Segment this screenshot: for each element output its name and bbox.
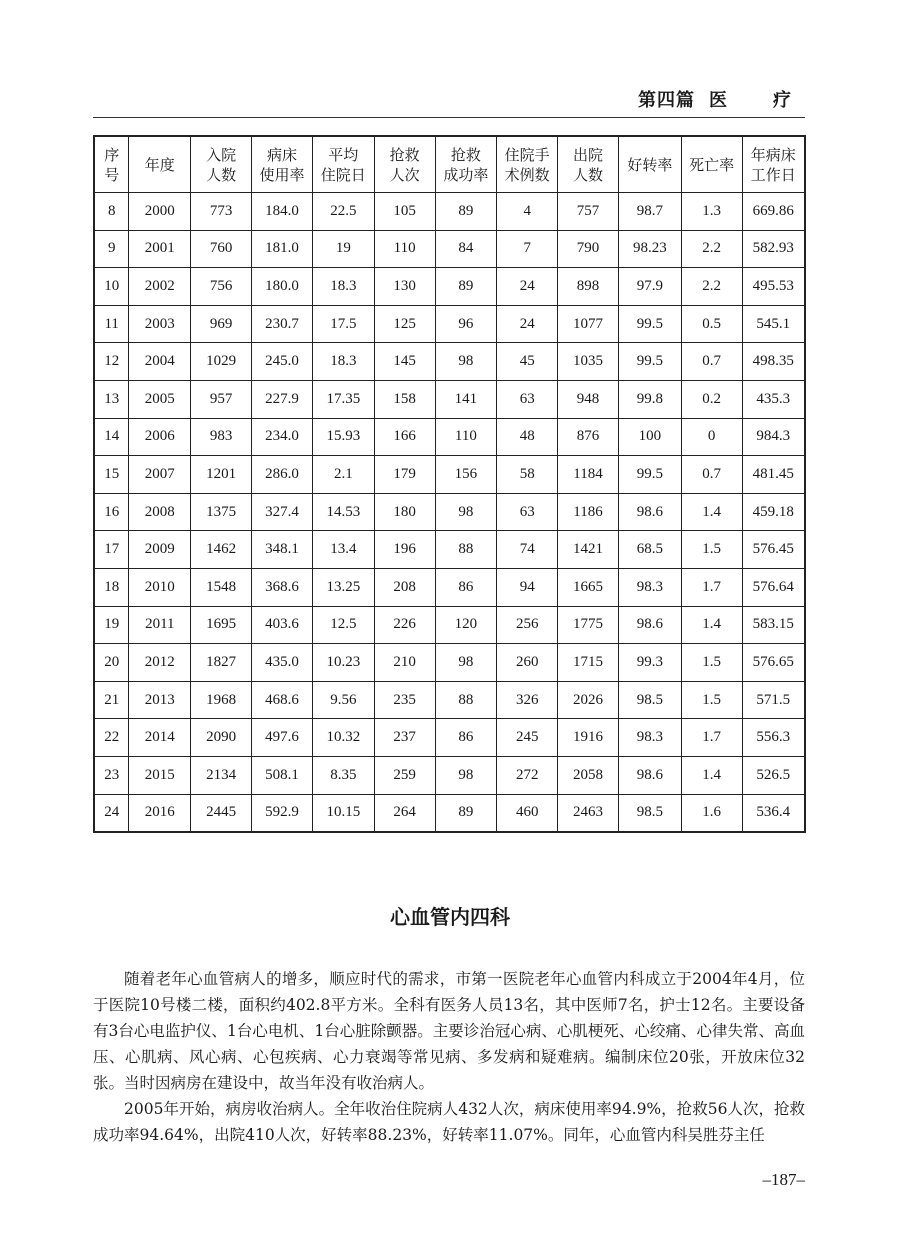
column-header [374, 136, 435, 193]
table-cell: 583.15 [742, 606, 805, 644]
table-cell: 2008 [129, 493, 191, 531]
table-cell: 327.4 [252, 493, 313, 531]
table-cell: 1.4 [681, 606, 742, 644]
table-row [94, 268, 805, 306]
table-cell: 2003 [129, 305, 191, 343]
table-cell: 234.0 [252, 418, 313, 456]
table-cell: 1035 [558, 343, 619, 381]
table-cell: 226 [374, 606, 435, 644]
table-cell: 760 [191, 230, 252, 268]
table-cell: 1.7 [681, 719, 742, 757]
table-cell: 86 [435, 719, 497, 757]
table-cell: 1665 [558, 568, 619, 606]
column-header-line: 工作日 [750, 165, 796, 184]
running-head-section: 医 疗 [709, 90, 805, 111]
table-cell: 19 [94, 606, 129, 644]
table-cell: 99.8 [618, 380, 681, 418]
table-cell: 227.9 [252, 380, 313, 418]
table-body [94, 193, 805, 833]
table-cell: 576.45 [742, 531, 805, 569]
table-cell: 4 [497, 193, 558, 231]
table-cell: 348.1 [252, 531, 313, 569]
table-cell: 89 [435, 268, 497, 306]
table-cell: 757 [558, 193, 619, 231]
column-header-line: 人次 [389, 165, 420, 184]
table-cell: 545.1 [742, 305, 805, 343]
table-cell: 94 [497, 568, 558, 606]
table-cell: 98.3 [618, 719, 681, 757]
table-cell: 2.2 [681, 230, 742, 268]
table-cell: 99.5 [618, 343, 681, 381]
table-cell: 99.5 [618, 456, 681, 494]
table-row [94, 493, 805, 531]
table-cell: 498.35 [742, 343, 805, 381]
table-row [94, 756, 805, 794]
table-cell: 181.0 [252, 230, 313, 268]
table-cell: 2012 [129, 644, 191, 682]
table-row [94, 794, 805, 832]
table-row [94, 456, 805, 494]
table-cell: 13.4 [312, 531, 374, 569]
table-cell: 898 [558, 268, 619, 306]
table-cell: 230.7 [252, 305, 313, 343]
table-cell: 1.5 [681, 531, 742, 569]
table-cell: 110 [435, 418, 497, 456]
table-cell: 495.53 [742, 268, 805, 306]
table-cell: 99.5 [618, 305, 681, 343]
table-cell: 669.86 [742, 193, 805, 231]
table-cell: 1715 [558, 644, 619, 682]
table-cell: 100 [618, 418, 681, 456]
column-header-line: 平均 [328, 145, 359, 164]
column-header-line: 抢救 [450, 145, 481, 164]
paragraph: 随着老年心血管病人的增多，顺应时代的需求，市第一医院老年心血管内科成立于2004年4月，位于医院10号楼二楼，面积约402.8平方米。全科有医务人员13名，其中医师7名，护士12名。主要设备有3台心电监护仪、1台心电机、1台心脏除颤器。主要诊治冠心病、心肌梗死、心绞痛、心律失常、高血压、心肌病、风心病、心包疾病、心力衰竭等常见病、多发病和疑难病。编制床位20张，开放床位32张。当时因病房在建设中，故当年没有收治病人。 [93, 970, 805, 1092]
table-cell: 210 [374, 644, 435, 682]
table-cell: 18.3 [312, 343, 374, 381]
table-cell: 20 [94, 644, 129, 682]
table-cell: 2.1 [312, 456, 374, 494]
table-cell: 8.35 [312, 756, 374, 794]
column-header [742, 136, 805, 193]
table-cell: 17.5 [312, 305, 374, 343]
table-cell: 8 [94, 193, 129, 231]
table-cell: 592.9 [252, 794, 313, 832]
table-cell: 10 [94, 268, 129, 306]
table-cell: 23 [94, 756, 129, 794]
table-cell: 2004 [129, 343, 191, 381]
table-cell: 984.3 [742, 418, 805, 456]
table-cell: 18.3 [312, 268, 374, 306]
table-cell: 98.6 [618, 606, 681, 644]
table-cell: 15 [94, 456, 129, 494]
table-cell: 556.3 [742, 719, 805, 757]
table-cell: 98.23 [618, 230, 681, 268]
table-cell: 145 [374, 343, 435, 381]
table-cell: 497.6 [252, 719, 313, 757]
table-cell: 0.7 [681, 343, 742, 381]
body-text [93, 966, 805, 1148]
table-row [94, 644, 805, 682]
table-cell: 756 [191, 268, 252, 306]
table-cell: 876 [558, 418, 619, 456]
table-cell: 98.6 [618, 756, 681, 794]
table-cell: 459.18 [742, 493, 805, 531]
table-cell: 98 [435, 644, 497, 682]
table-cell: 2058 [558, 756, 619, 794]
table-cell: 16 [94, 493, 129, 531]
table-cell: 1029 [191, 343, 252, 381]
table-cell: 88 [435, 531, 497, 569]
table-cell: 1968 [191, 681, 252, 719]
table-cell: 2.2 [681, 268, 742, 306]
table-cell: 2010 [129, 568, 191, 606]
table-cell: 1421 [558, 531, 619, 569]
table-cell: 237 [374, 719, 435, 757]
column-header-line: 入院 [206, 145, 237, 164]
table-cell: 105 [374, 193, 435, 231]
column-header-line: 成功率 [443, 165, 489, 184]
table-cell: 9 [94, 230, 129, 268]
table-cell: 264 [374, 794, 435, 832]
column-header-line: 出院 [572, 145, 603, 164]
table-cell: 526.5 [742, 756, 805, 794]
table-row [94, 681, 805, 719]
table-cell: 790 [558, 230, 619, 268]
table-cell: 1184 [558, 456, 619, 494]
table-cell: 11 [94, 305, 129, 343]
table-row [94, 230, 805, 268]
column-header-line: 抢救 [389, 145, 420, 164]
column-header-line: 使用率 [259, 165, 305, 184]
table-cell: 1548 [191, 568, 252, 606]
table-cell: 435.0 [252, 644, 313, 682]
table-cell: 1.4 [681, 756, 742, 794]
table-cell: 1462 [191, 531, 252, 569]
table-cell: 22.5 [312, 193, 374, 231]
table-cell: 957 [191, 380, 252, 418]
table-cell: 948 [558, 380, 619, 418]
table-cell: 63 [497, 493, 558, 531]
column-header [129, 136, 191, 193]
table-cell: 1.5 [681, 681, 742, 719]
table-cell: 2015 [129, 756, 191, 794]
table-cell: 7 [497, 230, 558, 268]
table-cell: 272 [497, 756, 558, 794]
table-cell: 98.6 [618, 493, 681, 531]
table-cell: 120 [435, 606, 497, 644]
table-cell: 17.35 [312, 380, 374, 418]
running-head-part: 第四篇 [638, 90, 695, 111]
table-row [94, 568, 805, 606]
table-cell: 24 [497, 305, 558, 343]
table-cell: 156 [435, 456, 497, 494]
table-cell: 24 [497, 268, 558, 306]
table-cell: 24 [94, 794, 129, 832]
table-cell: 13 [94, 380, 129, 418]
table-cell: 259 [374, 756, 435, 794]
table-cell: 18 [94, 568, 129, 606]
table-cell: 10.15 [312, 794, 374, 832]
table-cell: 98.5 [618, 681, 681, 719]
table-cell: 0.5 [681, 305, 742, 343]
column-header [312, 136, 374, 193]
column-header-line: 年病床 [750, 145, 796, 164]
column-header [252, 136, 313, 193]
table-cell: 180.0 [252, 268, 313, 306]
table-cell: 0.2 [681, 380, 742, 418]
table-cell: 12.5 [312, 606, 374, 644]
table-cell: 68.5 [618, 531, 681, 569]
table-cell: 98.3 [618, 568, 681, 606]
table-cell: 98.7 [618, 193, 681, 231]
table-cell: 63 [497, 380, 558, 418]
table-cell: 773 [191, 193, 252, 231]
table-cell: 1695 [191, 606, 252, 644]
table-cell: 1.6 [681, 794, 742, 832]
table-cell: 235 [374, 681, 435, 719]
table-cell: 508.1 [252, 756, 313, 794]
paragraph: 2005年开始，病房收治病人。全年收治住院病人432人次，病床使用率94.9%，抢救56人次，抢救成功率94.64%，出院410人次，好转率88.23%，好转率11.07%。同年，心血管内科吴胜芬主任 [93, 1100, 805, 1144]
column-header-line: 人数 [572, 165, 603, 184]
table-cell: 58 [497, 456, 558, 494]
table-cell: 403.6 [252, 606, 313, 644]
statistics-table [93, 135, 806, 833]
column-header-line: 术例数 [504, 165, 550, 184]
table-cell: 10.32 [312, 719, 374, 757]
column-header [497, 136, 558, 193]
table-cell: 17 [94, 531, 129, 569]
column-header [618, 136, 681, 193]
table-row [94, 343, 805, 381]
column-header-line: 病床 [266, 145, 297, 164]
column-header-line: 好转率 [627, 155, 673, 174]
table-cell: 10.23 [312, 644, 374, 682]
table-cell: 98 [435, 343, 497, 381]
table-cell: 48 [497, 418, 558, 456]
section-title: 心血管内四科 [390, 905, 510, 929]
table-row [94, 380, 805, 418]
table-header [94, 136, 805, 193]
table-cell: 89 [435, 794, 497, 832]
table-cell: 110 [374, 230, 435, 268]
table-cell: 1201 [191, 456, 252, 494]
table-cell: 983 [191, 418, 252, 456]
table-cell: 2090 [191, 719, 252, 757]
column-header-line: 死亡率 [689, 155, 735, 174]
table-row [94, 531, 805, 569]
table-cell: 12 [94, 343, 129, 381]
table-cell: 260 [497, 644, 558, 682]
table-cell: 256 [497, 606, 558, 644]
column-header [435, 136, 497, 193]
table-cell: 97.9 [618, 268, 681, 306]
table-row [94, 193, 805, 231]
table-cell: 98 [435, 756, 497, 794]
table-cell: 45 [497, 343, 558, 381]
page-number: –187– [762, 1170, 805, 1189]
table-cell: 22 [94, 719, 129, 757]
column-header-line: 序 [104, 145, 120, 164]
table-cell: 1077 [558, 305, 619, 343]
table-cell: 468.6 [252, 681, 313, 719]
table-cell: 2001 [129, 230, 191, 268]
table-cell: 1186 [558, 493, 619, 531]
table-cell: 21 [94, 681, 129, 719]
table-cell: 1.4 [681, 493, 742, 531]
table-row [94, 606, 805, 644]
table-cell: 14.53 [312, 493, 374, 531]
table-cell: 1.7 [681, 568, 742, 606]
table-cell: 571.5 [742, 681, 805, 719]
header-row [94, 136, 805, 193]
table-cell: 158 [374, 380, 435, 418]
table-cell: 1.5 [681, 644, 742, 682]
table-cell: 13.25 [312, 568, 374, 606]
table-cell: 245.0 [252, 343, 313, 381]
column-header-line: 住院日 [320, 165, 366, 184]
table-cell: 98.5 [618, 794, 681, 832]
table-cell: 84 [435, 230, 497, 268]
table-row [94, 719, 805, 757]
table-cell: 1916 [558, 719, 619, 757]
table-cell: 368.6 [252, 568, 313, 606]
table-cell: 969 [191, 305, 252, 343]
table-row [94, 418, 805, 456]
table-cell: 96 [435, 305, 497, 343]
column-header [558, 136, 619, 193]
table-cell: 2014 [129, 719, 191, 757]
table-cell: 86 [435, 568, 497, 606]
column-header-line: 住院手 [504, 145, 550, 164]
table-cell: 2445 [191, 794, 252, 832]
table-cell: 326 [497, 681, 558, 719]
header-rule [93, 117, 805, 118]
table-cell: 576.65 [742, 644, 805, 682]
table-cell: 88 [435, 681, 497, 719]
table-cell: 2026 [558, 681, 619, 719]
table-cell: 19 [312, 230, 374, 268]
table-cell: 2006 [129, 418, 191, 456]
table-cell: 99.3 [618, 644, 681, 682]
table-cell: 15.93 [312, 418, 374, 456]
table-cell: 2134 [191, 756, 252, 794]
table-cell: 2000 [129, 193, 191, 231]
table-cell: 141 [435, 380, 497, 418]
table-cell: 481.45 [742, 456, 805, 494]
table-cell: 1775 [558, 606, 619, 644]
table-cell: 245 [497, 719, 558, 757]
table-row [94, 305, 805, 343]
table-cell: 74 [497, 531, 558, 569]
table-cell: 2013 [129, 681, 191, 719]
column-header-line: 号 [104, 165, 120, 184]
table-cell: 0 [681, 418, 742, 456]
table-cell: 98 [435, 493, 497, 531]
table-cell: 89 [435, 193, 497, 231]
table-cell: 1827 [191, 644, 252, 682]
table-cell: 460 [497, 794, 558, 832]
table-cell: 180 [374, 493, 435, 531]
column-header-line: 年度 [144, 155, 175, 174]
table-cell: 0.7 [681, 456, 742, 494]
table-cell: 1375 [191, 493, 252, 531]
table-cell: 130 [374, 268, 435, 306]
table-cell: 2002 [129, 268, 191, 306]
table-cell: 2016 [129, 794, 191, 832]
table-cell: 576.64 [742, 568, 805, 606]
table-cell: 184.0 [252, 193, 313, 231]
table-cell: 9.56 [312, 681, 374, 719]
table-cell: 286.0 [252, 456, 313, 494]
table-cell: 208 [374, 568, 435, 606]
column-header [191, 136, 252, 193]
table-cell: 2005 [129, 380, 191, 418]
table-cell: 196 [374, 531, 435, 569]
table-cell: 2011 [129, 606, 191, 644]
table-cell: 179 [374, 456, 435, 494]
table-cell: 536.4 [742, 794, 805, 832]
table-cell: 1.3 [681, 193, 742, 231]
table-cell: 2009 [129, 531, 191, 569]
column-header-line: 人数 [206, 165, 237, 184]
running-head [93, 86, 805, 112]
table-cell: 166 [374, 418, 435, 456]
column-header [681, 136, 742, 193]
table-cell: 435.3 [742, 380, 805, 418]
table-cell: 125 [374, 305, 435, 343]
table-cell: 14 [94, 418, 129, 456]
table-cell: 582.93 [742, 230, 805, 268]
table-cell: 2463 [558, 794, 619, 832]
column-header [94, 136, 129, 193]
table-cell: 2007 [129, 456, 191, 494]
